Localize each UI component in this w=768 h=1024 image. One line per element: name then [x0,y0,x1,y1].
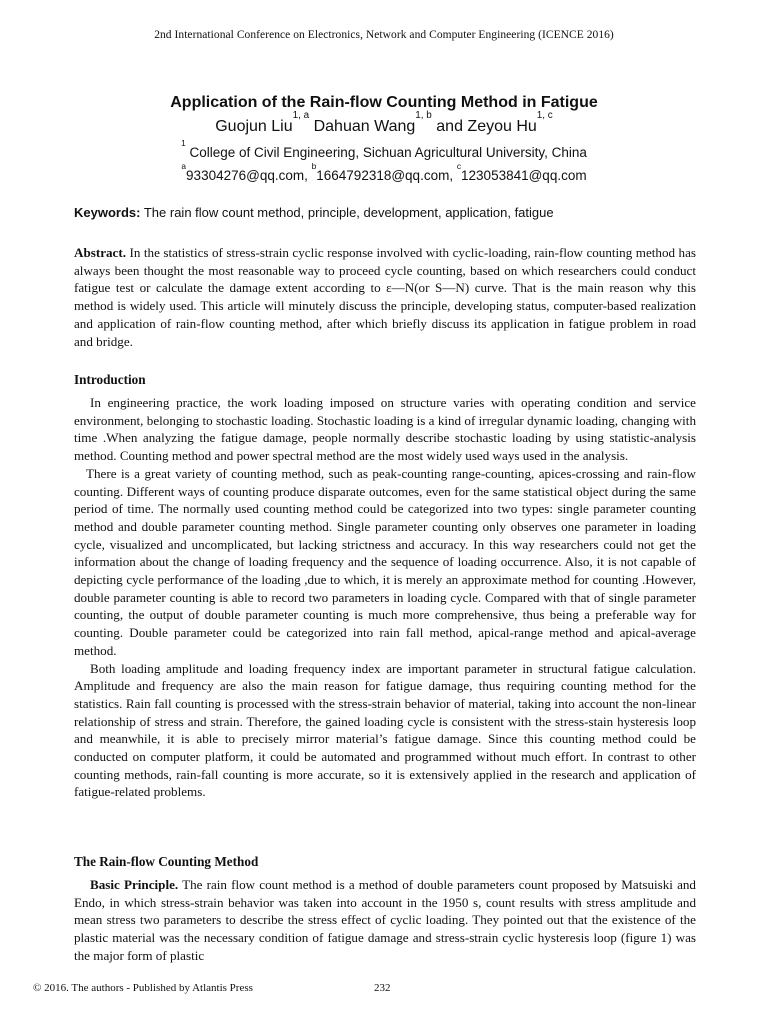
paragraph [74,876,696,965]
paper-title: Application of the Rain-flow Counting Method in Fatigue [170,94,598,111]
affiliation-text: College of Civil Engineering, Sichuan Agricultural University, China [189,145,587,160]
email-address[interactable]: 123053841@qq.com [461,168,587,183]
paragraph: In engineering practice, the work loading imposed on structure varies with operating condition and service environment, belonging to stochastic loading. Stochastic loading is a kind of irregular dynamic loading, changing with time .When analyzing the fatigue damage, people normally describe stochastic loading by using statistic-analysis method. Counting method and power spectral method are the most widely used ways used in the analysis. [74,395,696,464]
email-mark: b [311,160,317,171]
section-heading-rainflow: The Rain-flow Counting Method [74,854,259,869]
email-mark: c [456,160,462,171]
paragraph-text: The rain flow count method is a method of double parameters count proposed by Matsuiski and Endo, in which stress-strain behavior was taken into account in the 1950 s, count results with stress amplitude and mean stress two parameters to describe the stress effect of cyclic loading. They pointed out that the existence of the plastic material was the necessary condition of fatigue damage and stress-strain cyclic hysteresis loop (figure 1) was the major form of plastic [74,877,696,963]
email-mark: a [181,160,187,171]
abstract-label: Abstract. [74,245,126,260]
page-number: 232 [374,982,391,994]
email-address[interactable]: 93304276@qq.com [186,168,305,183]
author-affiliation-mark: 1, c [536,109,553,121]
author-name: Dahuan Wang [313,118,416,135]
email-list [0,160,768,183]
keywords-label: Keywords: [74,205,141,220]
author-list [0,109,768,136]
paragraph: There is a great variety of counting method, such as peak-counting range-counting, apices-crossing and rain-flow counting. Different ways of counting produce disparate outcomes, even for the same statistical object during the same period of time. The normally used counting method could be categorized into two types: single parameter counting method and double parameter counting method. Single parameter counting only observes one parameter in loading cycle, visualized and uncomplicated, but lacking strictness and accuracy. In this way researchers could not get the information about the change of loading frequency and the sequence of loading occurrence. Also, it is not capable of depicting cycle performance of the loading ,due to which, it is merely an approximate method for counting .However, double parameter counting is able to record two parameters in loading cycle. Compared with that of single parameter counting, the output of double parameter counting is much more comprehensive, thus being a preferable way for counting. Double parameter could be categorized into rain fall method, apical-range method and apical-average method. [74,465,696,658]
author-separator: and [431,118,468,135]
author-name: Zeyou Hu [467,118,537,135]
author-name: Guojun Liu [215,118,293,135]
introduction-body [74,394,696,801]
email-separator: , [449,168,457,183]
author-affiliation-mark: 1, a [292,109,310,121]
affiliation-mark: 1 [181,137,186,148]
abstract [74,244,696,350]
conference-header: 2nd International Conference on Electronics, Network and Computer Engineering (ICENCE 2016) [154,29,614,41]
email-separator: , [304,168,312,183]
keywords-text: The rain flow count method, principle, development, application, fatigue [143,205,554,220]
email-address[interactable]: 1664792318@qq.com [316,168,450,183]
rainflow-body [74,876,696,965]
author-affiliation-mark: 1, b [415,109,432,121]
subheading-basic-principle: Basic Principle. [90,877,179,892]
abstract-text: In the statistics of stress-strain cyclic response involved with cyclic-loading, rain-flow counting method has always been thought the most reasonable way to proceed cycle counting, based on which researchers could conduct fatigue test or calculate the damage extent according to ε—N(or S—N) curve. That is the main reason why this method is widely used. This article will minutely discuss the principle, developing status, computer-based realization and application of rain-flow counting method, after which briefly discuss its application in fatigue problem in road and bridge. [74,245,696,349]
affiliation [0,137,768,160]
paragraph: Both loading amplitude and loading frequency index are important parameter in structural fatigue calculation. Amplitude and frequency are also the main reason for fatigue damage, thus requiring counting method for the statistics. Rain fall counting is processed with the stress-strain behavior of material, taking into account the non-linear relationship of stress and strain. Therefore, the gained loading cycle is consistent with the stress-stain hysteresis loop and meanwhile, it is able to precisely mirror material’s fatigue damage. Since this counting method could be conducted on computer platform, it could be automated and programmed without much effort. In contrast to other counting methods, rain-fall counting is more accurate, so it is extensively applied in the research and application of fatigue-related problems. [74,660,696,800]
keywords [74,205,696,220]
footer-copyright: © 2016. The authors - Published by Atlantis Press [33,982,253,994]
section-heading-introduction: Introduction [74,372,146,387]
